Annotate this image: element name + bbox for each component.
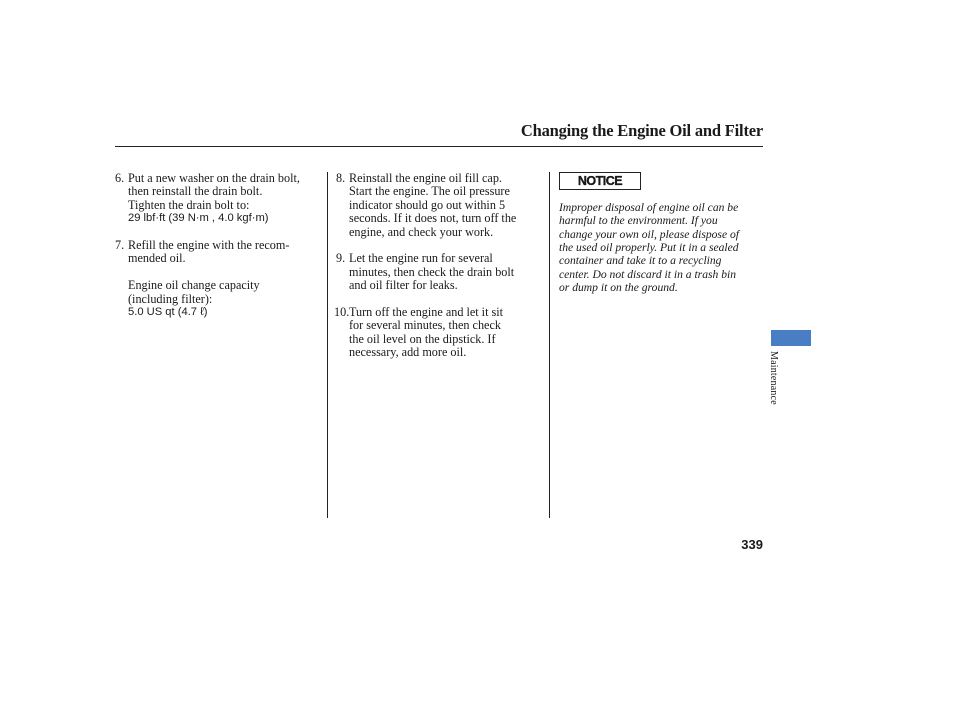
section-label: Maintenance bbox=[768, 351, 779, 405]
step-text: Refill the engine with the recom- bbox=[128, 238, 290, 253]
step-text: Let the engine run for several bbox=[349, 251, 493, 266]
notice-line: change your own oil, please dispose of bbox=[559, 227, 740, 241]
step-text: mended oil. bbox=[128, 251, 186, 266]
step-text: Put a new washer on the drain bolt, bbox=[128, 171, 300, 185]
step-number: 10. bbox=[334, 305, 350, 320]
page-number: 339 bbox=[741, 537, 763, 552]
step-number: 7. bbox=[115, 238, 125, 253]
title-divider bbox=[115, 146, 763, 147]
step-text: for several minutes, then check bbox=[349, 318, 501, 333]
step-number: 9. bbox=[336, 251, 346, 266]
step-text: Turn off the engine and let it sit bbox=[349, 305, 504, 320]
step-9 bbox=[336, 252, 542, 292]
step-text: Reinstall the engine oil fill cap. bbox=[349, 171, 502, 185]
step-8 bbox=[336, 172, 542, 239]
notice-badge: NOTICE bbox=[559, 172, 641, 190]
step-text: engine, and check your work. bbox=[349, 224, 494, 239]
section-tab bbox=[771, 330, 811, 346]
step-text: indicator should go out within 5 bbox=[349, 197, 506, 212]
step-text: Tighten the drain bolt to: bbox=[128, 197, 250, 212]
step-text: Start the engine. The oil pressure bbox=[349, 184, 510, 199]
step-text: necessary, add more oil. bbox=[349, 345, 467, 360]
step-10 bbox=[336, 306, 542, 360]
capacity-label: Engine oil change capacity bbox=[128, 278, 260, 293]
step-number: 8. bbox=[336, 171, 346, 185]
column-divider-2 bbox=[549, 172, 550, 518]
notice-text bbox=[559, 201, 763, 294]
capacity-value: 5.0 US qt (4.7 ℓ) bbox=[128, 306, 208, 319]
column-divider-1 bbox=[327, 172, 328, 518]
notice-line: or dump it on the ground. bbox=[559, 281, 678, 295]
step-7 bbox=[115, 239, 323, 319]
notice-line: container and take it to a recycling bbox=[559, 254, 722, 268]
step-text: then reinstall the drain bolt. bbox=[128, 184, 263, 199]
step-text: the oil level on the dipstick. If bbox=[349, 331, 496, 346]
step-number: 6. bbox=[115, 171, 125, 185]
column-left bbox=[115, 172, 323, 333]
step-6 bbox=[115, 172, 323, 226]
column-middle bbox=[336, 172, 542, 373]
step-text: seconds. If it does not, turn off the bbox=[349, 211, 517, 226]
column-right bbox=[559, 172, 763, 294]
page-title: Changing the Engine Oil and Filter bbox=[520, 121, 763, 140]
notice-line: harmful to the environment. If you bbox=[559, 214, 718, 228]
torque-spec: 29 lbf·ft (39 N·m , 4.0 kgf·m) bbox=[128, 212, 269, 225]
notice-line: center. Do not discard it in a trash bin bbox=[559, 267, 737, 281]
step-text: and oil filter for leaks. bbox=[349, 278, 458, 293]
step-text: minutes, then check the drain bolt bbox=[349, 264, 515, 279]
capacity-label: (including filter): bbox=[128, 291, 213, 306]
notice-line: Improper disposal of engine oil can be bbox=[559, 201, 739, 214]
notice-line: the used oil properly. Put it in a sealed bbox=[559, 241, 739, 255]
